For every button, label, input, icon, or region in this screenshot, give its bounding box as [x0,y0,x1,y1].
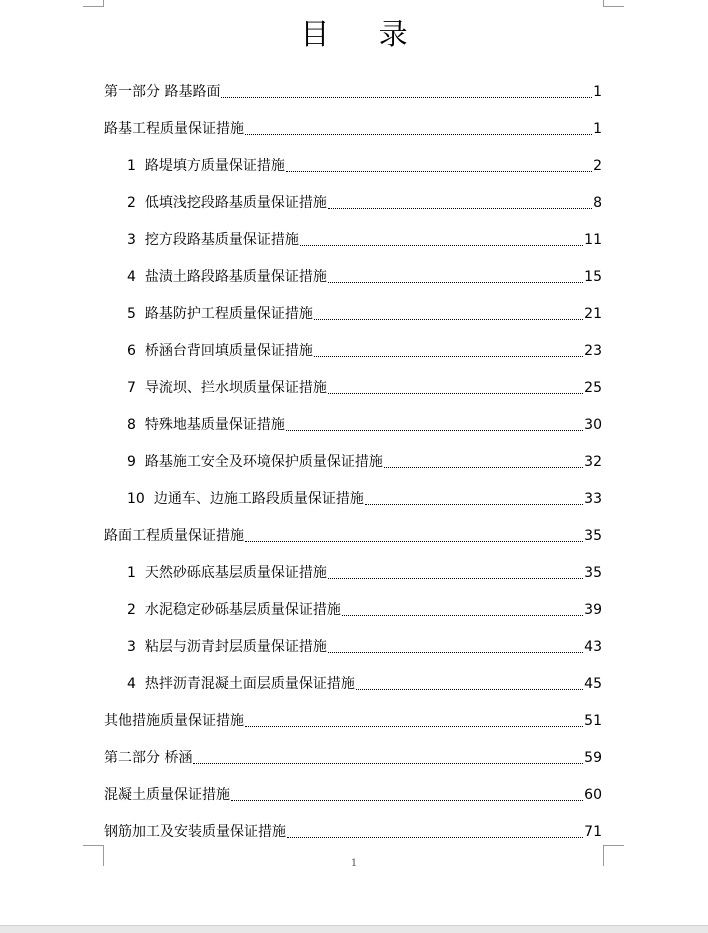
toc-dot-leader [286,168,592,172]
toc-entry-label [127,638,327,656]
toc-entry-label [104,749,192,767]
toc-entry-page: 71 [584,824,602,840]
page-number: 1 [350,858,358,869]
toc-entry-page: 59 [584,750,602,766]
toc-entry-number: 4 [127,676,136,692]
toc-entry-number: 10 [127,491,145,507]
toc-dot-leader [286,427,583,431]
toc-entry-label [127,379,327,397]
toc-entry-number: 7 [127,380,136,396]
toc-entry[interactable] [104,101,602,138]
toc-dot-leader [314,316,583,320]
toc-entry-text: 桥涵台背回填质量保证措施 [144,343,313,359]
toc-entry-page: 2 [593,158,602,174]
toc-entry-text: 天然砂砾底基层质量保证措施 [144,565,327,581]
toc-entry-text: 挖方段路基质量保证措施 [144,232,299,248]
toc-entry-label [104,712,244,730]
toc-entry[interactable] [104,582,602,619]
toc-entry[interactable] [104,138,602,175]
toc-dot-leader [231,797,583,801]
toc-dot-leader [245,131,592,135]
toc-entry-text: 路堤填方质量保证措施 [144,158,285,174]
toc-entry-page: 39 [584,602,602,618]
toc-dot-leader [245,723,583,727]
toc-entry-page: 30 [584,417,602,433]
toc-entry-text: 路面工程质量保证措施 [104,528,244,544]
toc-dot-leader [384,464,583,468]
toc-entry[interactable] [104,471,602,508]
toc-entry-text: 其他措施质量保证措施 [104,713,244,729]
toc-entry[interactable] [104,360,602,397]
toc-dot-leader [245,538,583,542]
toc-dot-leader [328,575,583,579]
toc-entry-number: 8 [127,417,136,433]
toc-entry-label [127,268,327,286]
toc-entry-text: 粘层与沥青封层质量保证措施 [144,639,327,655]
toc-entry-page: 15 [584,269,602,285]
toc-entry-label [127,601,341,619]
toc-entry[interactable] [104,804,602,841]
toc-entry-text: 混凝土质量保证措施 [104,787,230,803]
toc-entry-text: 第一部分 路基路面 [104,84,221,100]
table-of-contents [104,64,602,841]
toc-dot-leader [193,760,583,764]
toc-entry[interactable] [104,64,602,101]
toc-dot-leader [300,242,583,246]
toc-entry[interactable] [104,434,602,471]
toc-entry-label [127,305,313,323]
toc-entry-page: 25 [584,380,602,396]
toc-entry-page: 1 [593,84,602,100]
toc-entry-label [104,83,220,101]
toc-dot-leader [328,390,583,394]
toc-entry-text: 路基工程质量保证措施 [104,121,244,137]
toc-entry-number: 1 [127,158,136,174]
toc-dot-leader [342,612,583,616]
toc-entry[interactable] [104,767,602,804]
toc-entry-label [127,342,313,360]
toc-entry-number: 6 [127,343,136,359]
toc-entry-number: 2 [127,195,136,211]
toc-entry-page: 60 [584,787,602,803]
toc-entry[interactable] [104,619,602,656]
toc-entry[interactable] [104,545,602,582]
toc-entry[interactable] [104,397,602,434]
toc-entry-label [104,786,230,804]
toc-entry-label [104,823,286,841]
toc-entry-label [127,453,383,471]
toc-title: 目 录 [300,17,428,51]
toc-entry-page: 35 [584,565,602,581]
toc-entry-text: 钢筋加工及安装质量保证措施 [104,824,286,840]
toc-dot-leader [328,649,583,653]
toc-dot-leader [365,501,583,505]
toc-entry-page: 21 [584,306,602,322]
toc-entry-page: 35 [584,528,602,544]
toc-entry-text: 热拌沥青混凝土面层质量保证措施 [144,676,355,692]
toc-dot-leader [287,834,583,838]
toc-entry-page: 1 [593,121,602,137]
toc-entry-number: 5 [127,306,136,322]
toc-entry-page: 23 [584,343,602,359]
toc-dot-leader [356,686,583,690]
toc-entry-text: 导流坝、拦水坝质量保证措施 [144,380,327,396]
toc-dot-leader [221,94,592,98]
toc-entry-page: 8 [593,195,602,211]
toc-entry-label [104,527,244,545]
toc-dot-leader [328,205,592,209]
toc-entry-text: 路基施工安全及环境保护质量保证措施 [144,454,383,470]
toc-entry[interactable] [104,249,602,286]
toc-entry[interactable] [104,286,602,323]
toc-entry-label [127,675,355,693]
margin-mark-top-left [83,0,104,7]
toc-entry-number: 3 [127,639,136,655]
toc-dot-leader [328,279,583,283]
toc-entry[interactable] [104,175,602,212]
toc-entry-text: 第二部分 桥涵 [104,750,193,766]
toc-dot-leader [314,353,583,357]
toc-entry-page: 43 [584,639,602,655]
toc-entry-page: 51 [584,713,602,729]
toc-entry-label [127,231,299,249]
toc-entry-page: 45 [584,676,602,692]
toc-entry-text: 边通车、边施工路段质量保证措施 [153,491,364,507]
toc-entry-number: 3 [127,232,136,248]
toc-entry-label [127,157,285,175]
toc-entry[interactable] [104,730,602,767]
toc-entry-label [127,490,364,508]
margin-mark-top-right [603,0,624,7]
toc-entry-label [104,120,244,138]
toc-entry-text: 低填浅挖段路基质量保证措施 [144,195,327,211]
toc-entry-text: 路基防护工程质量保证措施 [144,306,313,322]
toc-entry-text: 水泥稳定砂砾基层质量保证措施 [144,602,341,618]
toc-entry-page: 32 [584,454,602,470]
toc-entry-number: 2 [127,602,136,618]
toc-entry-text: 盐渍土路段路基质量保证措施 [144,269,327,285]
toc-entry[interactable] [104,656,602,693]
toc-entry-label [127,416,285,434]
toc-entry-page: 33 [584,491,602,507]
toc-entry[interactable] [104,212,602,249]
toc-entry-label [127,564,327,582]
toc-entry-number: 4 [127,269,136,285]
toc-entry[interactable] [104,323,602,360]
toc-entry[interactable] [104,693,602,730]
toc-entry-number: 9 [127,454,136,470]
toc-entry-label [127,194,327,212]
toc-entry-page: 11 [584,232,602,248]
toc-entry-number: 1 [127,565,136,581]
toc-entry[interactable] [104,508,602,545]
toc-entry-text: 特殊地基质量保证措施 [144,417,285,433]
